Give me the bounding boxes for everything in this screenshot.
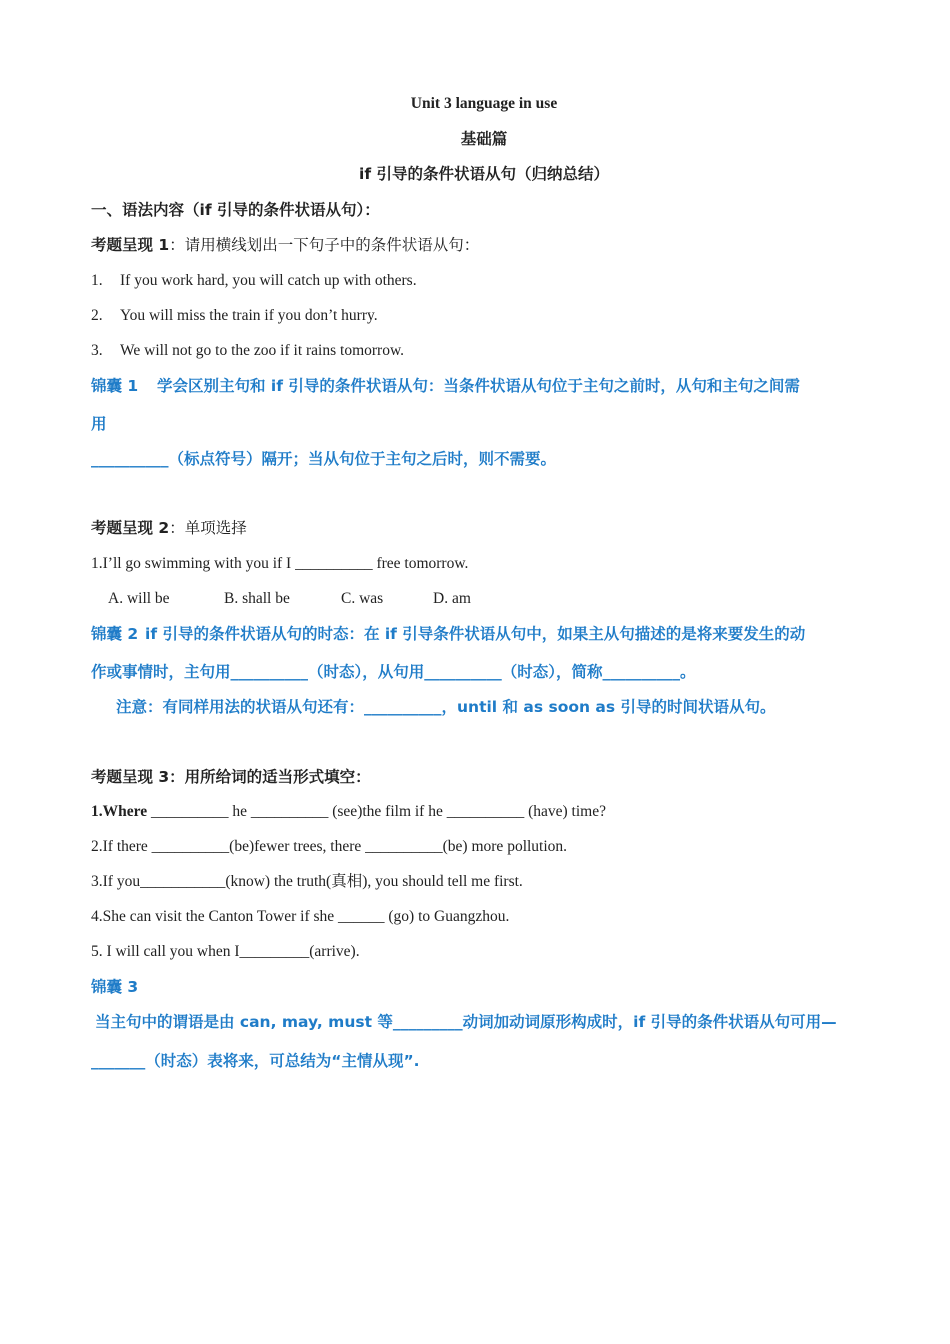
tip2-note: 注意：有同样用法的状语从句还有：__________，until 和 as soon as 引导的时间状语从句。 bbox=[116, 698, 776, 716]
q1-item-number: 1. bbox=[91, 272, 103, 289]
tip2-line2: 作或事情时，主句用__________（时态），从句用__________（时态），简称__________。 bbox=[91, 663, 696, 681]
q3-item bbox=[91, 802, 606, 822]
option-c: C. was bbox=[341, 590, 384, 607]
tip1-line2: 用 bbox=[91, 415, 107, 433]
tip2-line1 bbox=[91, 624, 805, 644]
q1-item bbox=[91, 306, 378, 326]
q1-item-text: If you work hard, you will catch up with others. bbox=[120, 272, 417, 289]
option-a: A. will be bbox=[108, 590, 170, 607]
q2-header bbox=[91, 518, 247, 539]
q1-label: 考题呈现 1 bbox=[91, 236, 170, 254]
q3-label: 考题呈现 3：用所给词的适当形式填空： bbox=[91, 768, 371, 786]
q3-item: 4.She can visit the Canton Tower if she ______ (go) to Guangzhou. bbox=[91, 908, 510, 925]
q1-header bbox=[91, 235, 479, 256]
option-b: B. shall be bbox=[224, 590, 290, 607]
q2-options bbox=[108, 589, 471, 609]
tip2-label: 锦囊 2 bbox=[91, 625, 139, 643]
tip3-label: 锦囊 3 bbox=[91, 978, 139, 996]
q3-item: 3.If you___________(know) the truth(真相), you should tell me first. bbox=[91, 873, 523, 890]
topic-heading: if 引导的条件状语从句（归纳总结） bbox=[359, 165, 609, 183]
tip2-text: if 引导的条件状语从句的时态：在 if 引导条件状语从句中，如果主从句描述的是将来要发生的动 bbox=[145, 625, 806, 643]
tip1-line3: __________（标点符号）隔开；当从句位于主句之后时，则不需要。 bbox=[91, 450, 557, 468]
tip3-line2: _______（时态）表将来，可总结为“主情从现”. bbox=[91, 1052, 420, 1070]
q1-instruction: ：请用横线划出一下句子中的条件状语从句： bbox=[169, 236, 480, 254]
q1-item-number: 3. bbox=[91, 342, 103, 359]
q1-item-text: We will not go to the zoo if it rains tomorrow. bbox=[120, 342, 405, 359]
tip1-line1 bbox=[91, 376, 800, 396]
tip1-text: 学会区别主句和 if 引导的条件状语从句：当条件状语从句位于主句之前时，从句和主句之间需 bbox=[157, 377, 800, 395]
tip1-label: 锦囊 1 bbox=[91, 377, 139, 395]
q2-instruction: ：单项选择 bbox=[169, 519, 247, 537]
q1-item-text: You will miss the train if you don’t hurry. bbox=[120, 307, 378, 324]
q1-item bbox=[91, 271, 417, 291]
q1-item-number: 2. bbox=[91, 307, 103, 324]
document-subtitle: 基础篇 bbox=[460, 130, 508, 148]
q3-item: 5. I will call you when I_________(arrive). bbox=[91, 943, 360, 960]
document-title: Unit 3 language in use bbox=[410, 95, 558, 112]
q2-label: 考题呈现 2 bbox=[91, 519, 170, 537]
option-d: D. am bbox=[433, 590, 471, 607]
q3-item: 2.If there __________(be)fewer trees, there __________(be) more pollution. bbox=[91, 838, 568, 855]
q3-item-text: __________ he __________ (see)the film if he __________ (have) time? bbox=[147, 803, 606, 820]
q3-item-lead: 1.Where bbox=[91, 803, 148, 820]
section-heading: 一、语法内容（if 引导的条件状语从句）： bbox=[91, 201, 380, 219]
q1-item bbox=[91, 341, 404, 361]
tip3-line1: 当主句中的谓语是由 can, may, must 等_________动词加动词原形构成时，if 引导的条件状语从句可用— bbox=[95, 1013, 837, 1031]
q2-question: 1.I’ll go swimming with you if I __________ free tomorrow. bbox=[91, 555, 469, 572]
